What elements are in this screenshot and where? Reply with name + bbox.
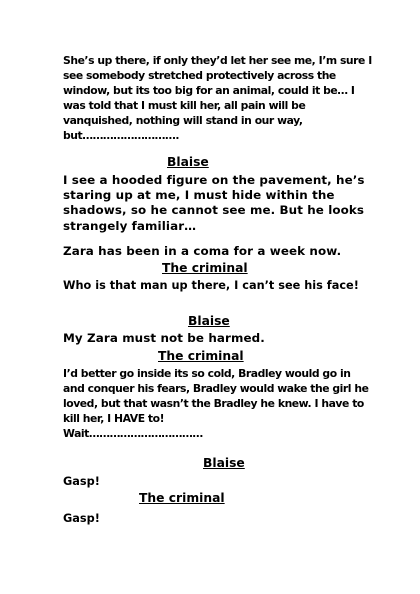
speaker-heading-criminal: The criminal: [158, 349, 244, 363]
speaker-heading-blaise: Blaise: [188, 314, 230, 328]
blaise-gasp-line: Gasp!: [63, 475, 100, 488]
speaker-heading-criminal: The criminal: [139, 491, 225, 505]
criminal-resolve-paragraph: I’d better go inside its so cold, Bradley would go in and conquer his fears, Bradley would wake the girl he loved, but that wasn’t the Bradley he knew. I have to kill her, I HAVE to!: [63, 367, 369, 425]
speaker-heading-blaise: Blaise: [203, 456, 245, 470]
criminal-monologue-paragraph: She’s up there, if only they’d let her see me, I’m sure I see somebody stretched protectively across the window, but its too big for an animal, could it be… I was told that I must kill her, all pain will be vanquished, nothing will stand in our way, but……………………….: [63, 54, 372, 142]
speaker-heading-blaise: Blaise: [167, 155, 209, 169]
speaker-heading-criminal: The criminal: [162, 261, 248, 275]
blaise-monologue-paragraph: I see a hooded figure on the pavement, he’s staring up at me, I must hide within the shadows, so he cannot see me. But he looks strangely familiar…: [63, 173, 365, 233]
blaise-protect-line: My Zara must not be harmed.: [63, 331, 265, 345]
criminal-wait-line: Wait……………………………: [63, 427, 203, 440]
criminal-question-line: Who is that man up there, I can’t see his face!: [63, 279, 359, 292]
criminal-gasp-line: Gasp!: [63, 512, 100, 525]
blaise-coma-line: Zara has been in a coma for a week now.: [63, 244, 342, 258]
